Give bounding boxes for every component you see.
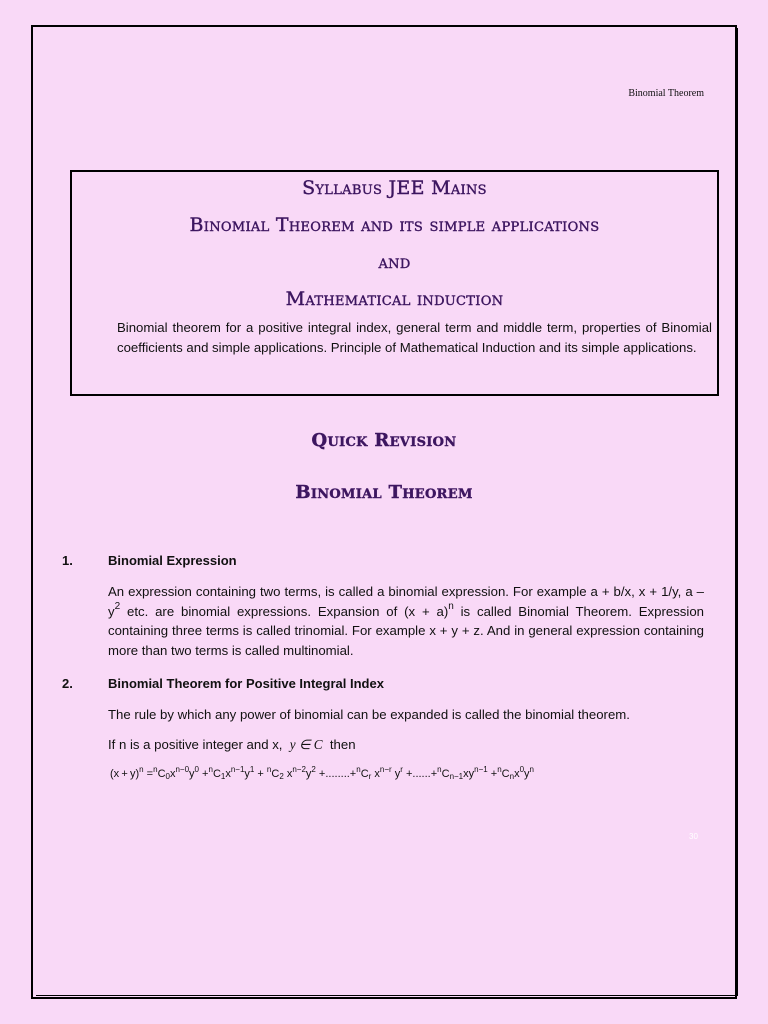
quick-revision-title: Quick Revision: [311, 430, 457, 451]
section-1-sup-b: n: [448, 600, 454, 612]
section-2-heading: Binomial Theorem for Positive Integral Index: [108, 676, 384, 691]
running-header: Binomial Theorem: [628, 88, 704, 99]
section-2-number: 2.: [62, 676, 73, 691]
syllabus-topic-induction: Mathematical induction: [285, 288, 504, 310]
section-1-paragraph: [108, 582, 704, 660]
syllabus-description: Binomial theorem for a positive integral index, general term and middle term, properties of Binomial coefficients and simple applications. Principle of Mathematical Induction and its simple applications.: [117, 320, 712, 355]
section-1-heading: Binomial Expression: [108, 553, 237, 568]
condition-suffix: then: [329, 737, 356, 752]
section-2-condition: [108, 735, 704, 755]
section-1-text-b: etc. are binomial expressions. Expansion of (x + a): [120, 603, 449, 619]
syllabus-topic-binomial: Binomial Theorem and its simple applications: [189, 214, 600, 236]
syllabus-box: [70, 170, 719, 396]
page-number: 30: [689, 832, 698, 841]
condition-prefix: If n is a positive integer and x,: [108, 737, 283, 752]
section-1-text-a: An expression containing two terms, is called a binomial expression. For example a + b/x, x + 1/y, a – y: [108, 584, 704, 619]
syllabus-conjunction: and: [378, 251, 411, 273]
section-1-number: 1.: [62, 553, 73, 568]
condition-math: y ∈ C: [289, 737, 323, 752]
section-2-paragraph: The rule by which any power of binomial can be expanded is called the binomial theorem.: [108, 707, 630, 722]
section-1-sup-a: 2: [114, 600, 121, 612]
binomial-expansion-formula: $(x + y)^n =^nC_0x^{n-0}y^0 +^nC_1x^{n-1}y^1 + ^nC_2$ $x^{n-2}y^2 +........+^nC_r$ $x^{n-r}$ $y^r +......+^nC_{n-1}xy^{n-1} +^nC_nx^0y^n$: [110, 765, 534, 781]
section-1-text-c: is called Binomial Theorem. Expression containing three terms is called trinomial. For example x + y + z. And in general expression containing more than two terms is called multinomial.: [108, 603, 704, 658]
binomial-theorem-title: Binomial Theorem: [295, 482, 473, 503]
syllabus-title: Syllabus JEE Mains: [302, 177, 487, 199]
